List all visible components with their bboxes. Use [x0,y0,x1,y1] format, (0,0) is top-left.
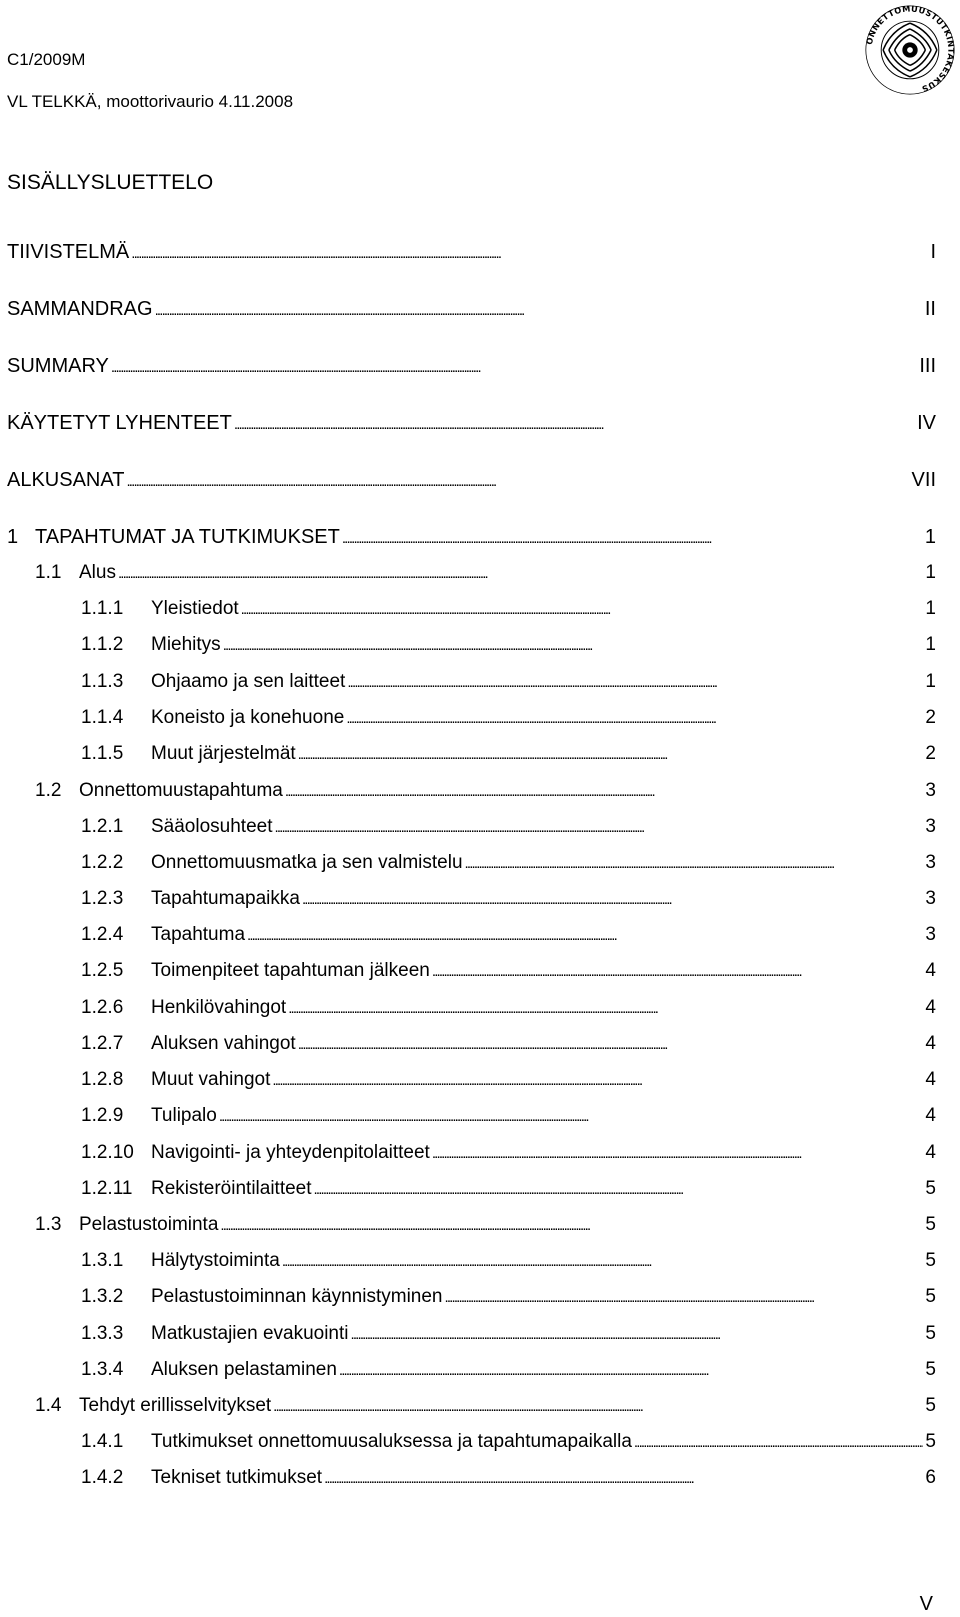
toc-entry-number: 1.2.2 [81,852,124,873]
toc-entry-number: 1.2.7 [81,1033,124,1054]
toc-entry-page: 5 [925,1214,936,1235]
toc-entry[interactable] [81,1069,936,1093]
toc-entry-number: 1.1 [35,562,62,583]
toc-entry-page: 4 [925,1142,936,1163]
toc-dot-leader [111,355,917,378]
document-header [7,50,293,112]
toc-dot-leader [273,1395,923,1417]
toc-entry-number: 1.2 [35,780,62,801]
toc-entry-page: 3 [925,852,936,873]
toc-entry-number: 1.2.8 [81,1069,124,1090]
toc-title: SISÄLLYSLUETTELO [7,171,214,194]
toc-entry-title: KÄYTETYT LYHENTEET [7,412,232,434]
toc-entry-title: Muut järjestelmät [151,743,296,764]
toc-entry-title: Navigointi- ja yhteydenpitolaitteet [151,1142,430,1163]
toc-dot-leader [155,298,923,321]
toc-entry-title: Muut vahingot [151,1069,271,1090]
toc-dot-leader [282,1250,924,1272]
toc-entry-page: 5 [925,1395,936,1416]
toc-entry[interactable] [35,1214,936,1238]
toc-entry[interactable] [81,1105,936,1129]
toc-entry-page: 5 [925,1286,936,1307]
toc-entry[interactable] [7,298,936,322]
toc-dot-leader [247,924,923,946]
toc-entry[interactable] [7,412,936,436]
toc-entry[interactable] [81,924,936,948]
toc-entry-page: 4 [925,1033,936,1054]
toc-entry[interactable] [81,743,936,767]
toc-entry-page: 4 [925,960,936,981]
toc-entry-page: 3 [925,924,936,945]
toc-dot-leader [241,598,924,620]
toc-entry[interactable] [81,997,936,1021]
toc-entry-number: 1.1.2 [81,634,124,655]
toc-entry-number: 1.3.4 [81,1359,124,1380]
toc-entry-number: 1.2.9 [81,1105,124,1126]
toc-entry-page: 2 [925,707,936,728]
toc-dot-leader [339,1359,924,1381]
toc-entry-page: 1 [925,598,936,619]
toc-entry[interactable] [7,469,936,493]
toc-entry[interactable] [7,355,936,379]
toc-entry-title: Henkilövahingot [151,997,287,1018]
toc-entry-title: Tapahtumapaikka [151,888,300,909]
onnettomuustutkintakeskus-seal-icon [862,2,958,98]
toc-entry[interactable] [81,816,936,840]
toc-entry-title: Hälytystoiminta [151,1250,280,1271]
toc-entry-title: Tutkimukset onnettomuusaluksessa ja tapahtumapaikalla [151,1431,632,1452]
toc-entry-title: Tapahtuma [151,924,246,945]
toc-entry-title: Matkustajien evakuointi [151,1323,349,1344]
toc-entry-title: Aluksen pelastaminen [151,1359,337,1380]
toc-entry-title: Sääolosuhteet [151,816,273,837]
toc-dot-leader [351,1323,924,1345]
toc-entry[interactable] [81,1323,936,1347]
toc-entry[interactable] [81,1359,936,1383]
toc-dot-leader [342,526,923,549]
toc-entry-page: 4 [925,997,936,1018]
toc-entry-page: 6 [925,1467,936,1488]
toc-entry-page: II [924,298,936,320]
toc-entry-title: Tulipalo [151,1105,217,1126]
toc-entry-number: 1 [7,526,19,548]
toc-entry-page: 5 [925,1178,936,1199]
toc-dot-leader [314,1178,924,1200]
toc-dot-leader [346,707,923,729]
toc-entry-title: Alus [79,562,116,583]
toc-entry-page: VII [911,469,936,491]
toc-entry-title: Toimenpiteet tapahtuman jälkeen [151,960,430,981]
toc-entry-title: Tekniset tutkimukset [151,1467,323,1488]
toc-entry[interactable] [81,1142,936,1166]
toc-entry[interactable] [35,780,936,804]
toc-entry-page: 1 [925,634,936,655]
toc-entry-title: Pelastustoiminta [79,1214,219,1235]
toc-entry[interactable] [81,1431,936,1455]
toc-entry-title: Ohjaamo ja sen laitteet [151,671,346,692]
toc-entry-page: 5 [925,1359,936,1380]
toc-entry-title: Tehdyt erillisselvitykset [79,1395,272,1416]
toc-entry-title: TIIVISTELMÄ [7,241,130,263]
toc-dot-leader [118,562,923,584]
toc-entry-number: 1.3 [35,1214,62,1235]
toc-dot-leader [298,1033,924,1055]
toc-entry[interactable] [81,1467,936,1491]
document-id: C1/2009M [7,50,86,69]
toc-dot-leader [275,816,924,838]
toc-entry-page: 1 [925,562,936,583]
toc-entry[interactable] [81,888,936,912]
toc-dot-leader [223,634,924,656]
toc-entry[interactable] [81,1250,936,1274]
toc-dot-leader [219,1105,924,1127]
toc-entry-title: Pelastustoiminnan käynnistyminen [151,1286,443,1307]
toc-dot-leader [324,1467,923,1489]
toc-entry-number: 1.2.11 [81,1178,133,1199]
toc-entry-number: 1.2.3 [81,888,124,909]
toc-entry-page: 3 [925,780,936,801]
toc-entry[interactable] [7,526,936,550]
toc-entry-page: I [930,241,936,263]
toc-entry[interactable] [81,1178,936,1202]
toc-entry-number: 1.3.3 [81,1323,124,1344]
toc-dot-leader [465,852,924,874]
toc-entry-title: TAPAHTUMAT JA TUTKIMUKSET [35,526,340,548]
toc-entry-page: 1 [925,671,936,692]
toc-entry-title: SAMMANDRAG [7,298,153,320]
toc-dot-leader [220,1214,923,1236]
toc-entry-page: IV [917,412,936,434]
toc-entry[interactable] [81,707,936,731]
toc-entry-title: Rekisteröintilaitteet [151,1178,312,1199]
toc-dot-leader [285,780,924,802]
toc-entry-page: III [919,355,936,377]
toc-entry[interactable] [35,562,936,586]
toc-entry-page: 2 [925,743,936,764]
toc-entry-title: Miehitys [151,634,221,655]
toc-entry-number: 1.1.4 [81,707,124,728]
toc-entry[interactable] [81,960,936,984]
toc-dot-leader [432,960,924,982]
toc-entry-number: 1.2.4 [81,924,124,945]
toc-entry-number: 1.2.10 [81,1142,134,1163]
toc-entry-number: 1.3.2 [81,1286,124,1307]
toc-entry-number: 1.4.2 [81,1467,124,1488]
toc-dot-leader [298,743,924,765]
toc-dot-leader [302,888,923,910]
toc-entry-title: Onnettomuustapahtuma [79,780,283,801]
toc-dot-leader [131,241,928,264]
page-number: V [919,1593,933,1615]
toc-entry-page: 4 [925,1069,936,1090]
toc-entry-title: Yleistiedot [151,598,239,619]
toc-entry-page: 5 [925,1250,936,1271]
toc-entry-page: 1 [924,526,936,548]
toc-entry-page: 5 [925,1323,936,1344]
toc-entry-title: Aluksen vahingot [151,1033,296,1054]
toc-entry-title: Onnettomuusmatka ja sen valmistelu [151,852,463,873]
toc-entry-number: 1.1.5 [81,743,124,764]
toc-entry[interactable] [81,634,936,658]
toc-entry-page: 3 [925,888,936,909]
toc-dot-leader [445,1286,924,1308]
toc-dot-leader [272,1069,923,1091]
toc-entry-title: Koneisto ja konehuone [151,707,345,728]
toc-entry-page: 3 [925,816,936,837]
document-subtitle: VL TELKKÄ, moottorivaurio 4.11.2008 [7,92,294,111]
toc-entry[interactable] [81,598,936,622]
toc-entry-number: 1.1.1 [81,598,124,619]
toc-entry[interactable] [81,852,936,876]
logo-ring-text: ONNETTOMUUSTUTKINTAKESKUS [863,3,957,95]
toc-entry-number: 1.3.1 [81,1250,124,1271]
toc-entry-page: 4 [925,1105,936,1126]
toc-entry-number: 1.2.6 [81,997,124,1018]
toc-dot-leader [347,671,923,693]
toc-entry-number: 1.1.3 [81,671,124,692]
toc-entry[interactable] [81,671,936,695]
toc-entry-page: 5 [925,1431,936,1452]
toc-entry-title: ALKUSANAT [7,469,125,491]
toc-dot-leader [432,1142,924,1164]
toc-entry-number: 1.4 [35,1395,62,1416]
toc-entry[interactable] [35,1395,936,1419]
toc-entry[interactable] [7,241,936,265]
toc-entry[interactable] [81,1286,936,1310]
toc-entry-number: 1.2.5 [81,960,124,981]
toc-entry[interactable] [81,1033,936,1057]
toc-dot-leader [234,412,915,435]
toc-entry-number: 1.4.1 [81,1431,124,1452]
toc-entry-title: SUMMARY [7,355,109,377]
toc-dot-leader [288,997,923,1019]
toc-dot-leader [126,469,909,492]
toc-dot-leader [634,1431,924,1453]
toc-entry-number: 1.2.1 [81,816,124,837]
